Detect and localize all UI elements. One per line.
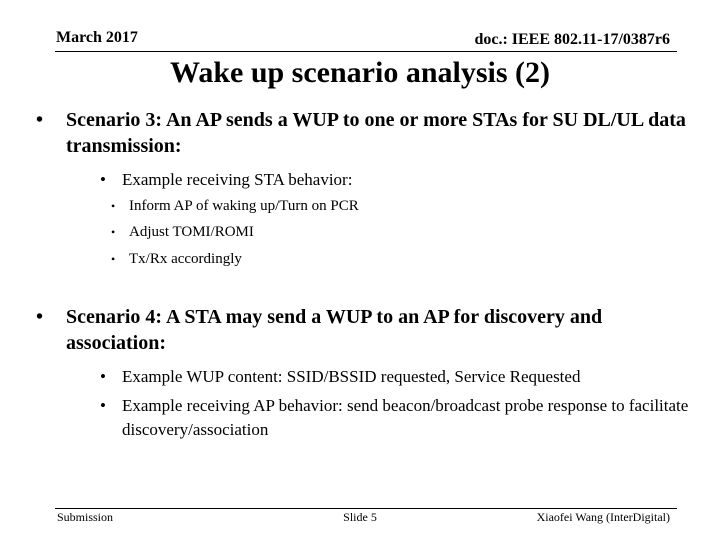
bullet-text: Scenario 3: An AP sends a WUP to one or more STAs for SU DL/UL data transmission: bbox=[66, 109, 686, 157]
footer-rule bbox=[55, 508, 677, 509]
sub-sub-bullet-txrx bbox=[111, 249, 631, 269]
slide-title: Wake up scenario analysis (2) bbox=[169, 56, 551, 89]
bullet-dot-icon: • bbox=[36, 109, 44, 131]
bullet-text: Tx/Rx accordingly bbox=[129, 251, 242, 267]
bullet-text: Inform AP of waking up/Turn on PCR bbox=[129, 198, 359, 214]
bullet-dot-icon: • bbox=[36, 306, 44, 328]
bullet-dot-icon: • bbox=[100, 367, 106, 386]
sub-sub-bullet-adjust-tomi bbox=[111, 222, 631, 242]
bullet-dot-icon: • bbox=[111, 199, 116, 213]
bullet-scenario-3 bbox=[36, 107, 696, 159]
bullet-text: Example receiving STA behavior: bbox=[122, 170, 353, 189]
sub-bullet-ap-behavior bbox=[100, 394, 700, 442]
bullet-text: Scenario 4: A STA may send a WUP to an AP for discovery and association: bbox=[66, 306, 603, 354]
bullet-text: Example receiving AP behavior: send beacon/broadcast probe response to facilitate discovery/association bbox=[122, 396, 689, 439]
bullet-text: Example WUP content: SSID/BSSID requested, Service Requested bbox=[122, 367, 581, 386]
bullet-text: Adjust TOMI/ROMI bbox=[129, 224, 254, 240]
footer-slide-number: Slide 5 bbox=[343, 510, 377, 524]
header-rule bbox=[55, 51, 677, 52]
header-date: March 2017 bbox=[56, 29, 138, 46]
bullet-dot-icon: • bbox=[100, 170, 106, 189]
footer-submission: Submission bbox=[57, 510, 114, 524]
header-doc-id: doc.: IEEE 802.11-17/0387r6 bbox=[474, 31, 670, 48]
sub-bullet-wup-content bbox=[100, 365, 700, 389]
footer-author: Xiaofei Wang (InterDigital) bbox=[536, 510, 670, 524]
bullet-scenario-4 bbox=[36, 304, 696, 356]
bullet-dot-icon: • bbox=[100, 396, 106, 415]
bullet-dot-icon: • bbox=[111, 225, 116, 239]
sub-sub-bullet-inform-ap bbox=[111, 196, 631, 216]
sub-bullet-sta-behavior bbox=[100, 168, 700, 192]
bullet-dot-icon: • bbox=[111, 252, 116, 266]
